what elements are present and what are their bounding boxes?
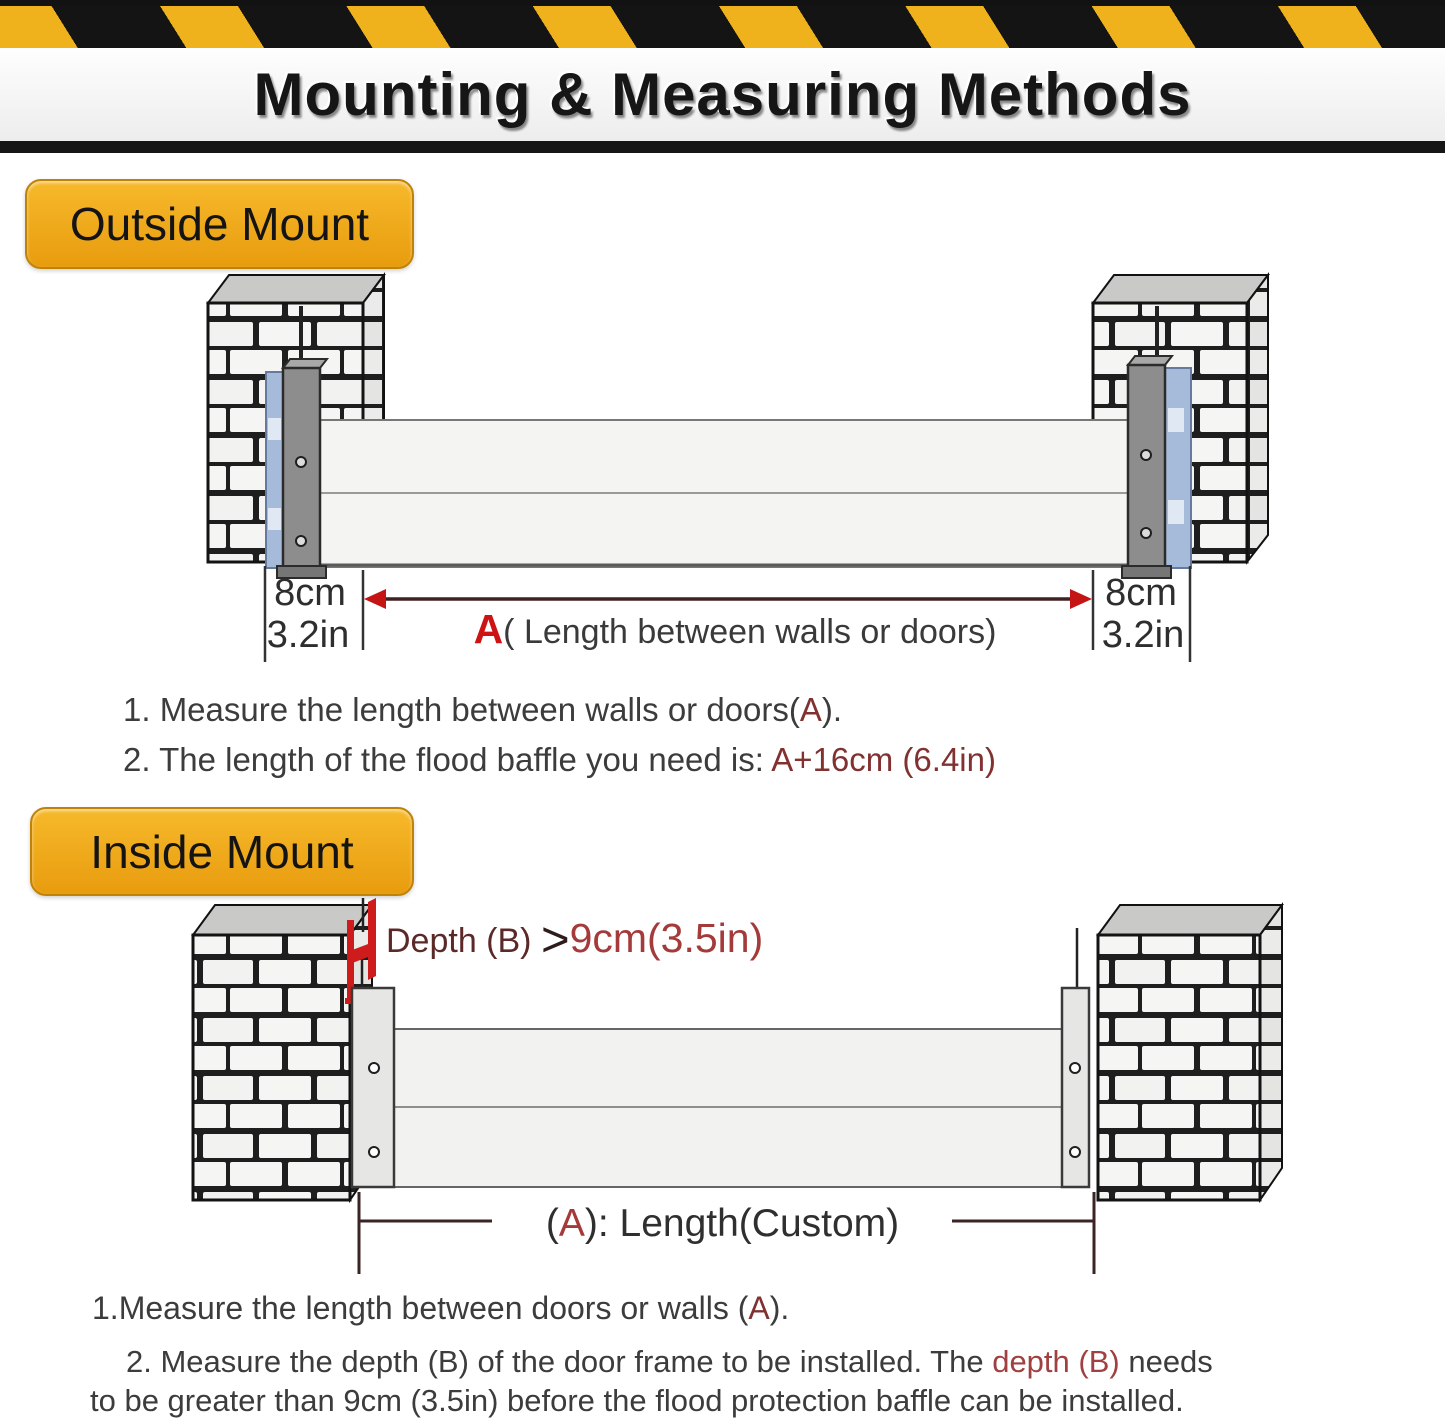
greater-than-sign: > bbox=[540, 913, 570, 967]
flood-barrier-inside bbox=[394, 1029, 1062, 1187]
inside-step-2-line-2 bbox=[90, 1383, 1184, 1419]
pillar-side-face bbox=[1247, 275, 1268, 562]
seal-mark bbox=[1168, 408, 1184, 432]
right-mounting-channel bbox=[1062, 988, 1089, 1187]
outside-step-1 bbox=[123, 691, 842, 729]
step-var: A bbox=[799, 691, 822, 728]
pillar-top-face bbox=[208, 275, 384, 303]
pillar-front-face bbox=[193, 935, 350, 1200]
left-mounting-channel bbox=[352, 988, 394, 1187]
length-desc: ): Length(Custom) bbox=[584, 1202, 900, 1245]
inside-mount-badge-label: Inside Mount bbox=[90, 825, 354, 878]
step-text: 2. The length of the flood baffle you need is: bbox=[123, 741, 772, 778]
outside-mount-badge-label: Outside Mount bbox=[69, 198, 370, 250]
pillar-front-face bbox=[1098, 935, 1260, 1200]
channel-top bbox=[283, 359, 327, 368]
seal-mark bbox=[268, 508, 281, 530]
depth-text: Depth (B) bbox=[386, 922, 541, 960]
step-var: depth (B) bbox=[992, 1344, 1120, 1379]
screw-hole bbox=[296, 457, 306, 467]
screw-hole bbox=[369, 1063, 379, 1073]
screw-hole bbox=[296, 536, 306, 546]
inside-left-pillar bbox=[193, 898, 372, 1200]
screw-hole bbox=[1070, 1063, 1080, 1073]
step-text: 1.Measure the length between doors or walls ( bbox=[92, 1290, 749, 1326]
pillar-top-face bbox=[1093, 275, 1268, 303]
step-text: needs bbox=[1119, 1344, 1213, 1379]
screw-hole bbox=[369, 1147, 379, 1157]
channel-top bbox=[1128, 356, 1172, 365]
depth-bar-back bbox=[368, 898, 376, 980]
length-var: A bbox=[558, 1202, 585, 1245]
inside-mount-badge bbox=[30, 807, 414, 896]
depth-requirement-label bbox=[386, 912, 763, 968]
custom-length-label bbox=[420, 1202, 1025, 1246]
paren: ( bbox=[545, 1202, 559, 1245]
step-text: 1. Measure the length between walls or doors( bbox=[123, 691, 800, 728]
step-text: ). bbox=[769, 1290, 790, 1326]
length-between-walls-label bbox=[380, 606, 1090, 653]
pillar-top-face bbox=[1098, 905, 1282, 935]
header-bottom-bar bbox=[0, 141, 1445, 153]
pillar-side-face bbox=[1260, 905, 1282, 1200]
left-offset-cm: 8cm bbox=[274, 572, 346, 614]
step-text: ). bbox=[821, 691, 843, 728]
left-seal-strip bbox=[266, 372, 284, 568]
length-var: A bbox=[473, 606, 504, 652]
inside-step-1 bbox=[92, 1290, 789, 1327]
outside-step-2 bbox=[123, 741, 996, 779]
step-var: A bbox=[748, 1290, 770, 1326]
depth-value: 9cm(3.5in) bbox=[569, 915, 764, 961]
caution-stripe-band bbox=[0, 6, 1445, 48]
inside-step-2-line-1 bbox=[126, 1344, 1213, 1380]
page-title: Mounting & Measuring Methods bbox=[253, 61, 1192, 128]
right-offset-in: 3.2in bbox=[1101, 614, 1185, 656]
left-mounting-channel bbox=[277, 359, 327, 578]
right-offset-cm: 8cm bbox=[1105, 572, 1177, 614]
flood-barrier-outside bbox=[318, 420, 1135, 567]
step-text: 2. Measure the depth (B) of the door frame to be installed. The bbox=[126, 1344, 993, 1379]
step-text: to be greater than 9cm (3.5in) before the flood protection baffle can be installed. bbox=[90, 1383, 1184, 1418]
pillar-top-face bbox=[193, 905, 372, 935]
length-desc: ( Length between walls or doors) bbox=[503, 613, 997, 651]
screw-hole bbox=[1141, 528, 1151, 538]
outside-mount-badge bbox=[25, 179, 414, 269]
inside-right-pillar bbox=[1077, 905, 1282, 1200]
step-formula: A+16cm (6.4in) bbox=[771, 741, 996, 778]
seal-mark bbox=[268, 418, 281, 440]
seal-mark bbox=[1168, 500, 1184, 524]
screw-hole bbox=[1070, 1147, 1080, 1157]
left-offset-in: 3.2in bbox=[266, 614, 350, 656]
header-title-band bbox=[0, 48, 1445, 141]
right-mounting-channel bbox=[1122, 356, 1172, 578]
screw-hole bbox=[1141, 450, 1151, 460]
